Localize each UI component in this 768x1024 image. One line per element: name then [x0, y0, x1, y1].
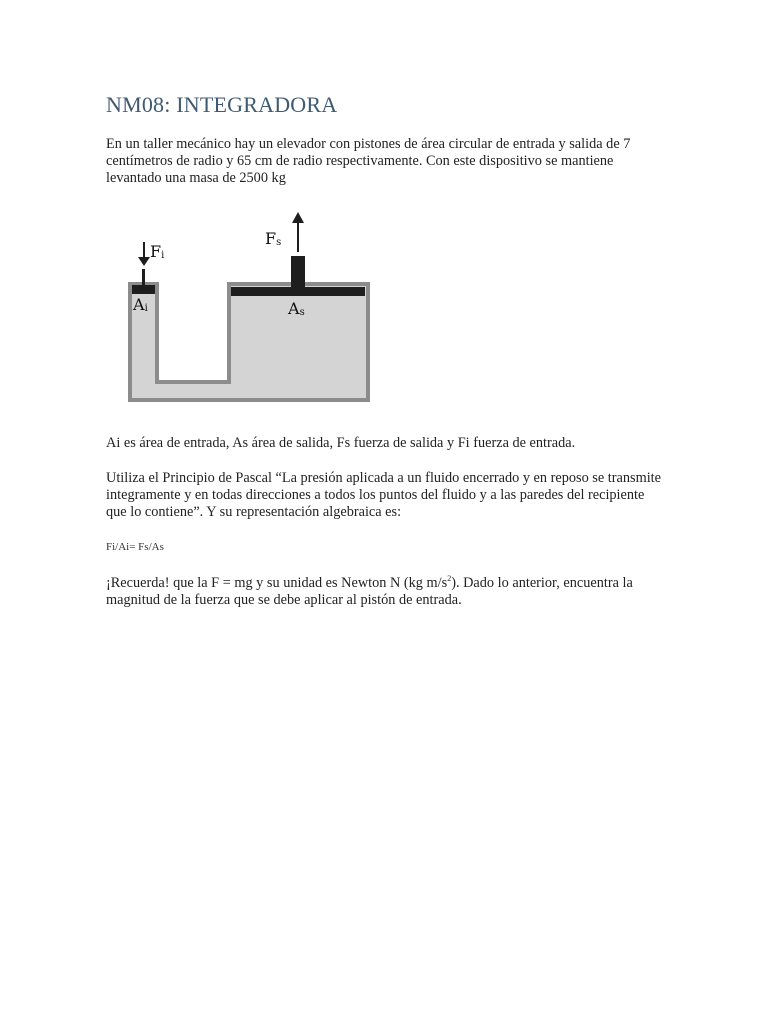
reminder-text-start: ¡Recuerda! que la F = mg y su unidad es Newton N (kg m/s: [106, 575, 448, 591]
output-force-label: Fs: [265, 229, 282, 248]
input-piston-rod: [142, 269, 145, 285]
output-force-arrowhead: [292, 212, 304, 223]
pascal-principle: Utiliza el Principio de Pascal “La presión aplicada a un fluido encerrado y en reposo se transmite integramente y en todas direcciones a todos los puntos del fluido y a las paredes del recipiente que lo contiene”. Y su representación algebraica es:: [106, 470, 661, 520]
input-area-label: Ai: [133, 295, 148, 314]
reminder-text: [106, 575, 666, 609]
reminder-text-end: ). Dado lo anterior, encuentra la magnitud de la fuerza que se debe aplicar al pistón de entrada.: [106, 575, 633, 608]
pascal-formula: Fi/Ai= Fs/As: [106, 541, 164, 553]
problem-statement: En un taller mecánico hay un elevador con pistones de área circular de entrada y salida de 7 centímetros de radio y 65 cm de radio respectivamente. Con este dispositivo se mantiene levantado una masa de 2500 kg: [106, 136, 631, 186]
output-piston: [231, 287, 365, 296]
output-piston-rod: [291, 256, 305, 287]
input-piston: [132, 285, 155, 294]
hydraulic-lift-diagram: [106, 200, 396, 412]
input-force-label: Fi: [150, 242, 165, 261]
variable-definitions: Ai es área de entrada, As área de salida, Fs fuerza de salida y Fi fuerza de entrada.: [106, 435, 576, 451]
page-title: NM08: INTEGRADORA: [106, 92, 338, 117]
input-force-arrowhead: [138, 257, 150, 266]
reminder-exponent: 2: [447, 574, 452, 584]
hydraulic-lift-svg: [106, 200, 396, 412]
output-area-label: As: [288, 299, 305, 318]
